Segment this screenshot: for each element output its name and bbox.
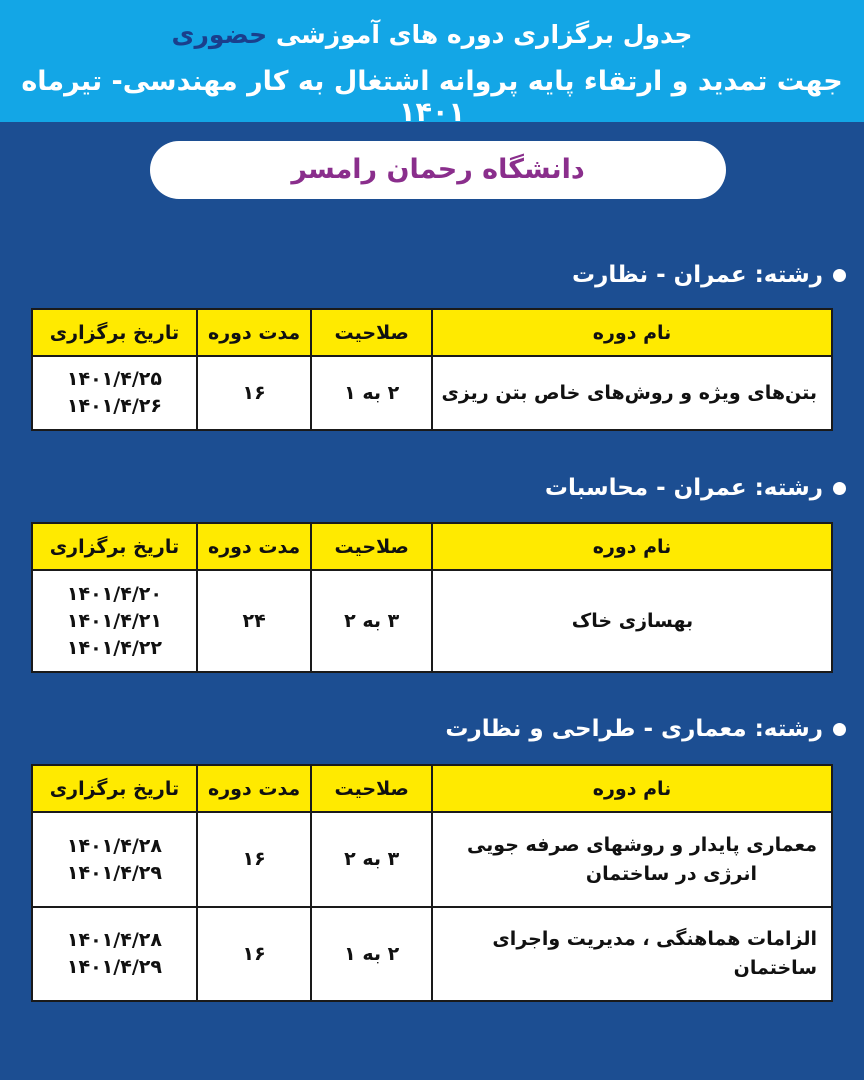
table-row — [32, 356, 832, 430]
course-name: بهسازی خاک — [432, 570, 832, 672]
course-date: ۱۴۰۱/۴/۲۱ — [66, 609, 162, 632]
course-duration: ۱۶ — [197, 907, 312, 1001]
course-date: ۱۴۰۱/۴/۲۵ — [66, 368, 162, 390]
course-dates — [32, 812, 197, 907]
course-date: ۱۴۰۱/۴/۲۲ — [66, 636, 162, 659]
bullet-icon — [833, 269, 846, 282]
course-table-civil-supervision — [31, 308, 833, 431]
header-line-2: جهت تمدید و ارتقاء پایه پروانه اشتغال به کار مهندسی- تیرماه ۱۴۰۱ — [21, 66, 843, 128]
col-header-cert: صلاحیت — [311, 523, 432, 570]
col-header-date: تاریخ برگزاری — [32, 523, 197, 570]
section-title-text: رشته: عمران - محاسبات — [544, 475, 823, 501]
course-date: ۱۴۰۱/۴/۲۸ — [66, 834, 162, 857]
section-title-text: رشته: معماری - طراحی و نظارت — [445, 716, 823, 742]
table-row — [32, 907, 832, 1001]
table-header-row — [32, 309, 832, 356]
section-title-civil-calculations — [545, 475, 846, 501]
table-row — [32, 812, 832, 907]
col-header-duration: مدت دوره — [197, 309, 312, 356]
table-header-row — [32, 765, 832, 812]
header-banner — [0, 0, 864, 128]
table-header-row — [32, 523, 832, 570]
bullet-icon — [833, 482, 846, 495]
course-duration: ۱۶ — [197, 812, 312, 907]
course-name-line: انرژی در ساختمان — [585, 862, 757, 885]
col-header-duration: مدت دوره — [197, 765, 312, 812]
col-header-name: نام دوره — [432, 765, 832, 812]
course-table-civil-calculations — [31, 522, 833, 673]
course-date: ۱۴۰۱/۴/۲۹ — [66, 861, 162, 884]
course-dates — [32, 907, 197, 1001]
course-dates — [32, 570, 197, 672]
course-name: بتن‌های ویژه و روش‌های خاص بتن ریزی — [432, 356, 832, 430]
col-header-name: نام دوره — [432, 523, 832, 570]
course-duration: ۲۴ — [197, 570, 312, 672]
course-table-architecture — [31, 764, 833, 1002]
col-header-date: تاریخ برگزاری — [32, 765, 197, 812]
course-cert: ۳ به ۲ — [311, 570, 432, 672]
header-line-1 — [0, 20, 864, 49]
col-header-date: تاریخ برگزاری — [32, 309, 197, 356]
course-name-line: معماری پایدار و روشهای صرفه جویی — [466, 833, 817, 856]
header-highlight: حضوری — [171, 20, 268, 49]
col-header-cert: صلاحیت — [311, 309, 432, 356]
course-name — [432, 812, 832, 907]
col-header-duration: مدت دوره — [197, 523, 312, 570]
section-title-civil-supervision — [572, 262, 846, 288]
course-cert: ۳ به ۲ — [311, 812, 432, 907]
university-name: دانشگاه رحمان رامسر — [150, 141, 726, 199]
course-date: ۱۴۰۱/۴/۲۶ — [66, 395, 162, 417]
course-date: ۱۴۰۱/۴/۲۰ — [66, 582, 162, 605]
header-line-1-text: جدول برگزاری دوره های آموزشی — [275, 20, 693, 49]
course-date: ۱۴۰۱/۴/۲۹ — [66, 956, 162, 978]
bullet-icon — [833, 723, 846, 736]
course-cert: ۲ به ۱ — [311, 356, 432, 430]
col-header-cert: صلاحیت — [311, 765, 432, 812]
section-title-architecture — [445, 716, 846, 742]
table-row — [32, 570, 832, 672]
course-date: ۱۴۰۱/۴/۲۸ — [66, 929, 162, 951]
col-header-name: نام دوره — [432, 309, 832, 356]
course-cert: ۲ به ۱ — [311, 907, 432, 1001]
course-duration: ۱۶ — [197, 356, 312, 430]
section-title-text: رشته: عمران - نظارت — [572, 262, 823, 288]
course-dates — [32, 356, 197, 430]
course-name: الزامات هماهنگی ، مدیریت واجرای ساختمان — [432, 907, 832, 1001]
